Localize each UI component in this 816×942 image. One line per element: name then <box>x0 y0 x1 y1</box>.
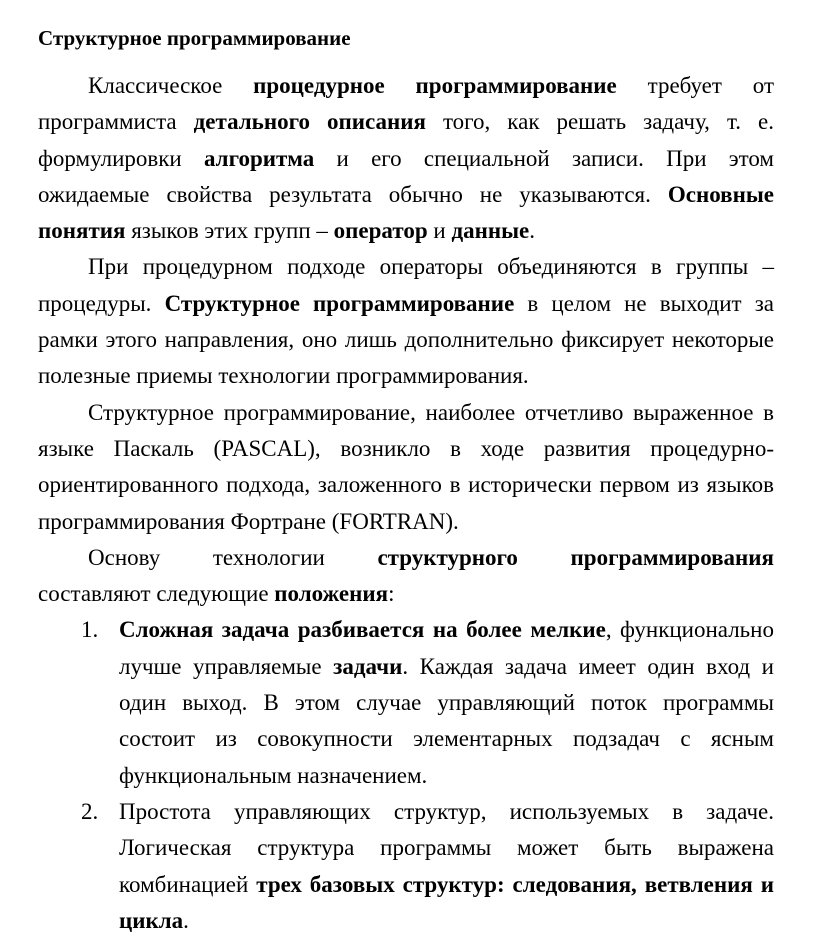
text-run: и <box>427 218 452 244</box>
text-run: языков этих групп – <box>125 218 334 244</box>
justified-line <box>38 540 774 576</box>
term-principles: положения <box>274 581 389 607</box>
text-run: Основу технологии <box>88 544 378 570</box>
paragraph-pascal: Структурное программирование, наиболее отчетливо выраженное в языке Паскаль (PASCAL), возникло в ходе развития процедурно-ориентированного подхода, заложенного в исторически первом из языков программирования Фортране (FORTRAN). <box>38 399 774 534</box>
text-run: Классическое <box>88 73 254 98</box>
term-tasks: задачи <box>333 653 403 679</box>
text-run: При процедурном подходе операторы объединяются в группы – процедуры. <box>38 254 774 316</box>
term-basic-concepts: Основные понятия <box>38 181 774 244</box>
text-run: . <box>183 907 189 933</box>
document-body <box>38 68 774 939</box>
term-detailed-description: детального описания <box>193 109 426 135</box>
text-run: : <box>388 581 395 607</box>
page-title: Структурное программирование <box>38 26 351 50</box>
text-run: . <box>529 218 535 244</box>
term-procedural-programming: процедурное программирование <box>253 73 617 98</box>
text-run: составляют следующие <box>38 581 275 607</box>
text-run: Простота управляющих структур, используемых в задаче. Логическая структура программы может быть выражена комбинацией <box>119 798 774 897</box>
list-item <box>38 612 774 793</box>
list-item-number: 2. <box>81 798 99 824</box>
term-operator: оператор <box>333 218 428 244</box>
paragraph-foundations <box>38 540 774 613</box>
term-algorithm: алгоритма <box>203 145 315 171</box>
list-item <box>38 794 774 939</box>
term-complex-task: Сложная задача разбивается на более мелкие <box>119 617 606 643</box>
list-item-number: 1. <box>81 617 99 643</box>
text-run: в целом не выходит за рамки этого направления, оно лишь дополнительно фиксирует некоторые полезные приемы технологии программирования. <box>38 290 775 389</box>
text-run: и его специальной записи. При этом ожидаемые свойства результата обычно не указываются. <box>38 145 774 207</box>
term-structured-programming-basis: структурного программирования <box>377 544 774 570</box>
text-run: . Каждая задача имеет один вход и один выход. В этом случае управляющий поток программы состоит из совокупности элементарных подзадач с ясным функциональным назначением. <box>119 653 774 788</box>
principles-list <box>38 612 774 939</box>
text-run: того, как решать задачу, т. е. формулировки <box>38 109 774 171</box>
text-run: , функционально лучше управляемые <box>119 617 774 679</box>
term-three-basic-structures: трех базовых структур: следования, ветвления и цикла <box>119 871 774 933</box>
paragraph-procedures <box>38 249 774 394</box>
term-data: данные <box>451 218 530 244</box>
term-structured-programming: Структурное программирование <box>164 290 515 316</box>
text-run: требует от программиста <box>38 73 775 135</box>
paragraph-procedural <box>38 68 774 249</box>
